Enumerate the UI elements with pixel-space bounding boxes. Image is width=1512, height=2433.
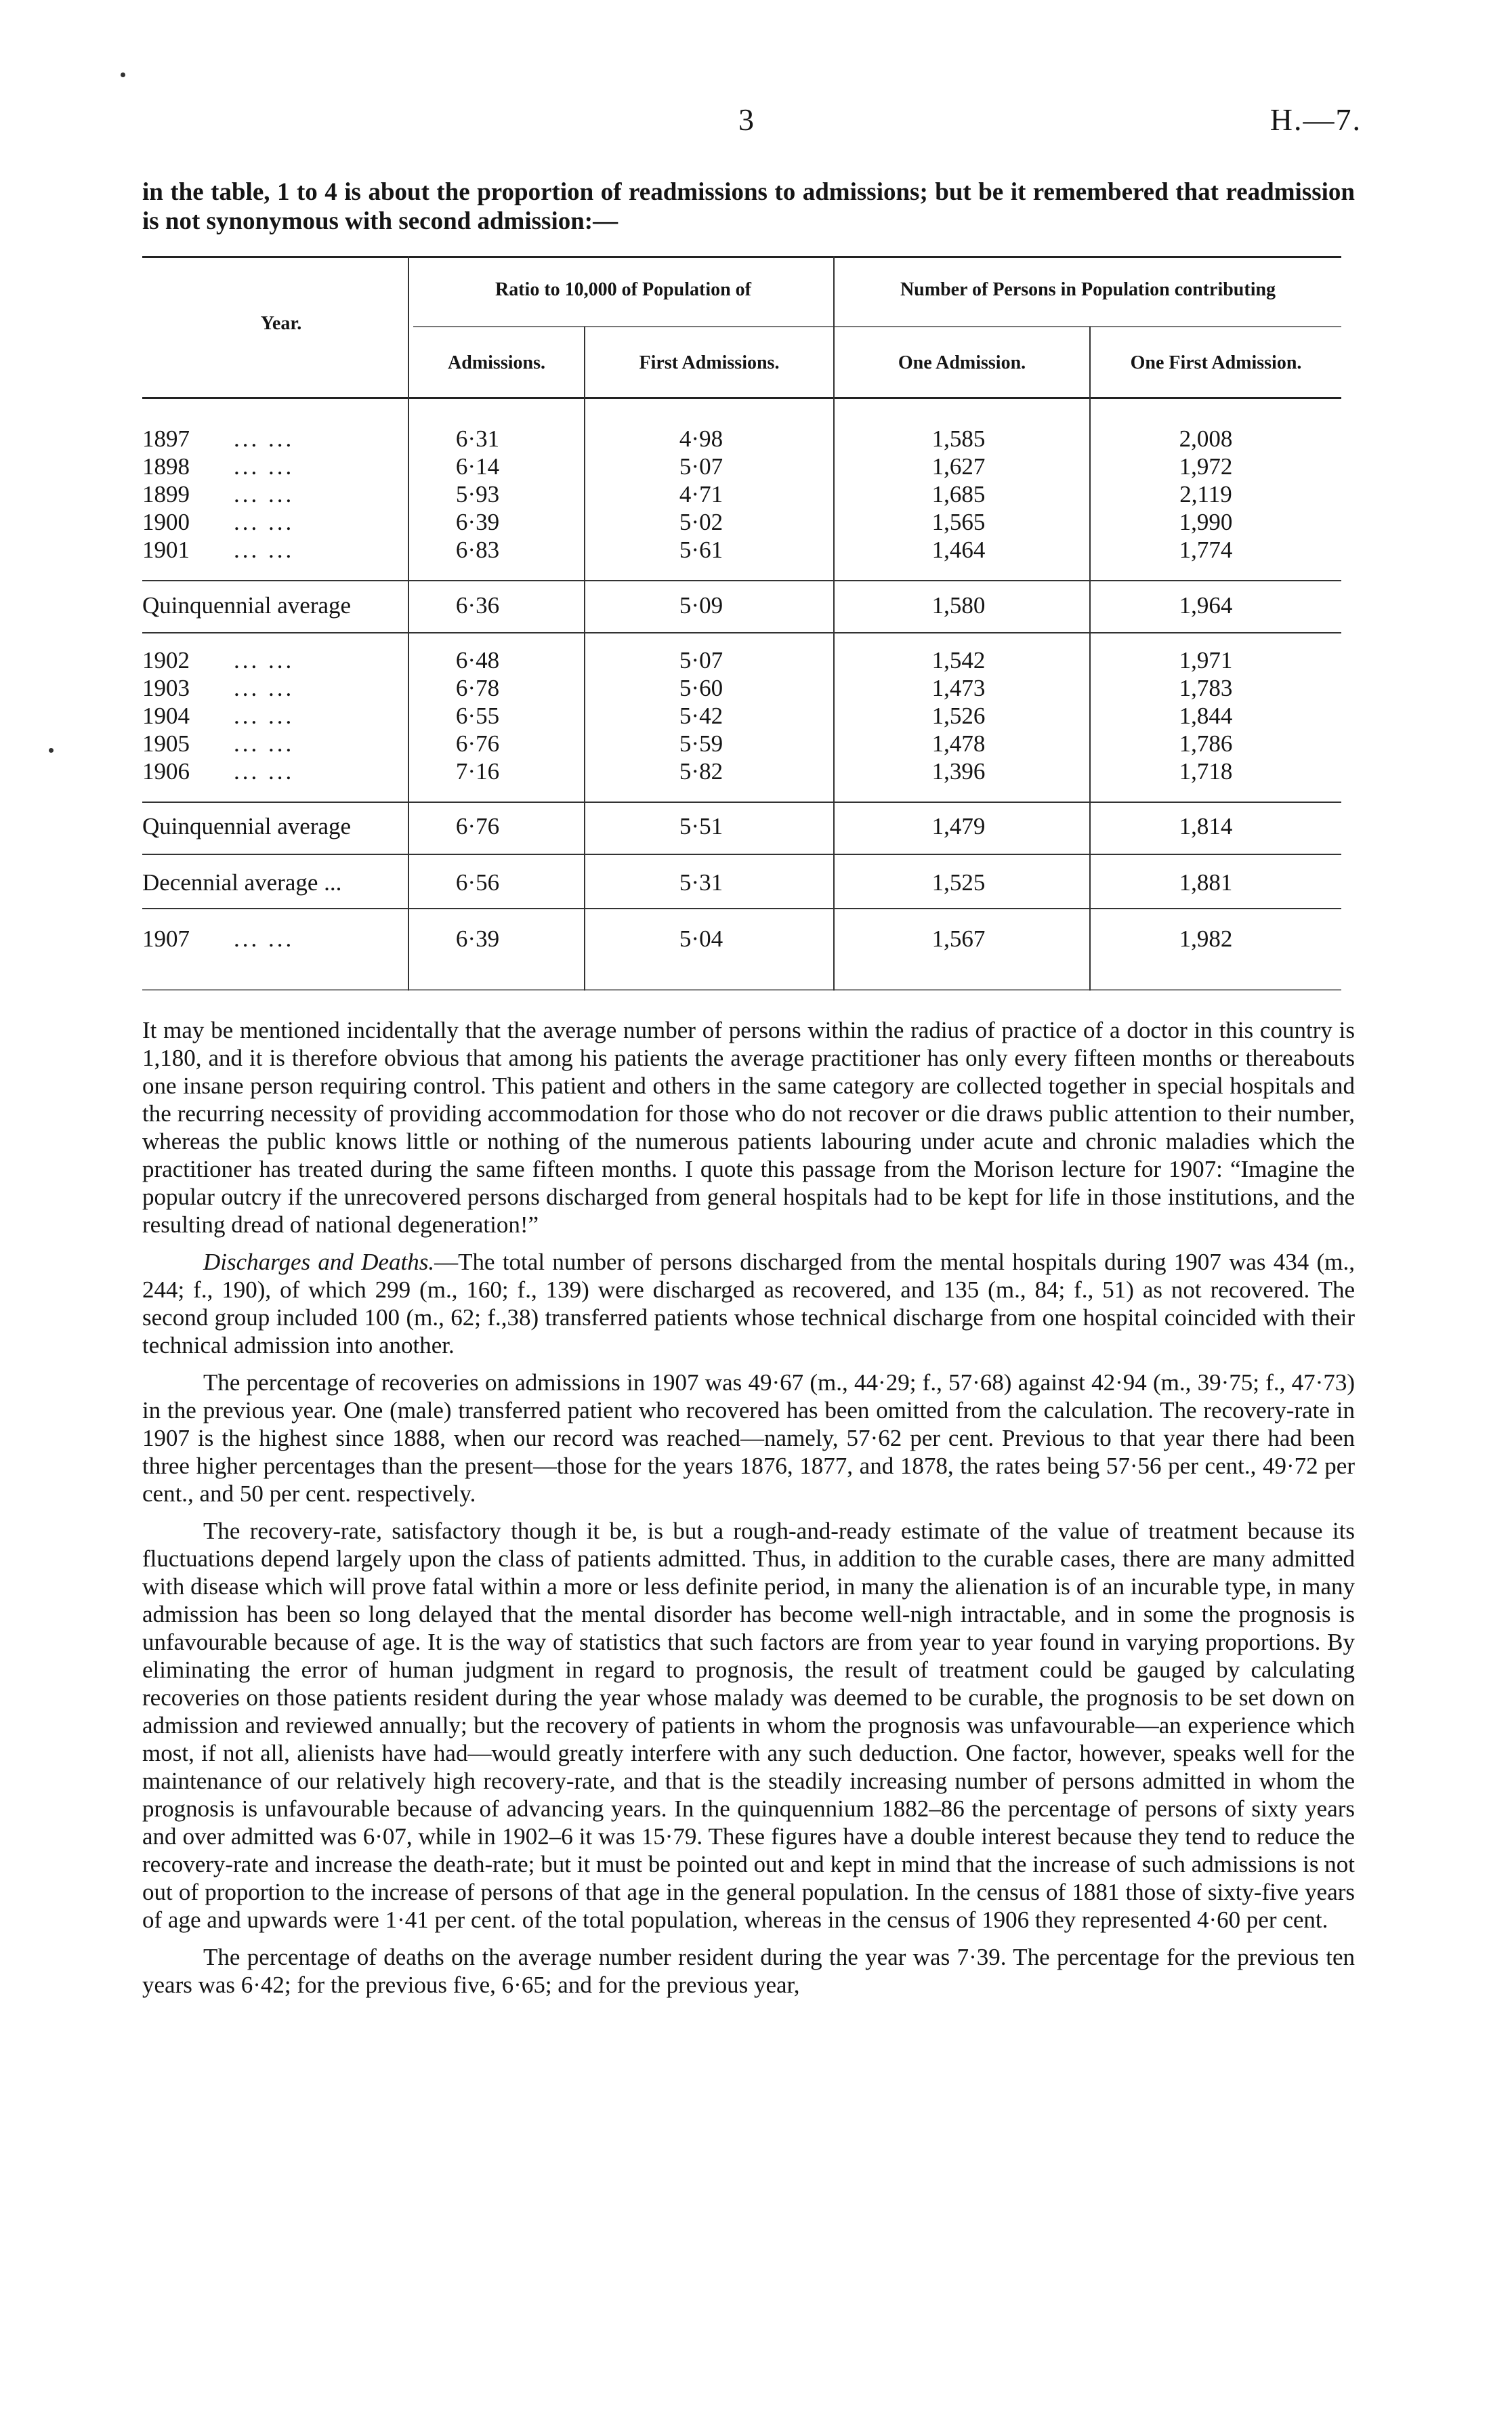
cell-year: 1905 [142,730,190,757]
cell-year: 1898 [142,453,190,480]
cell-one-admission: 1,525 [931,869,986,896]
leader-dots: ... ... [234,453,295,480]
table-row [142,453,1341,480]
table-row [142,758,1341,785]
intro-text: in the table, 1 to 4 is about the proportion of readmissions to admissions; but be it remembered that readmission is not synonymous with second admission:— [142,178,1355,235]
cell-one-admission: 1,542 [931,647,986,673]
cell-one-admission: 1,565 [931,509,986,535]
leader-dots: ... ... [234,730,295,757]
cell-admissions: 6·76 [455,730,500,757]
cell-one-admission: 1,473 [931,675,986,701]
cell-admissions: 6·56 [455,869,500,896]
table-row [142,481,1341,508]
section-lead: Discharges and Deaths. [203,1249,435,1275]
table-row-quinquennial [142,592,1341,619]
cell-year: 1900 [142,509,190,535]
leader-dots: ... ... [234,758,295,785]
cell-admissions: 6·14 [455,453,500,480]
leader-dots: ... ... [234,481,295,507]
cell-admissions: 5·93 [455,481,500,507]
cell-admissions: 6·83 [455,537,500,563]
cell-admissions: 7·16 [455,758,500,785]
table-row [142,425,1341,453]
row-separator [142,854,1341,855]
paragraph [142,1943,1355,1999]
cell-year: 1897 [142,425,190,452]
cell-one-admission: 1,685 [931,481,986,507]
row-separator [142,632,1341,633]
cell-one-first-admission: 1,971 [1179,647,1233,673]
paragraph-discharges [142,1248,1355,1359]
table-subheader-rule [413,326,1341,327]
statistics-table [142,256,1341,995]
cell-one-first-admission: 1,990 [1179,509,1233,535]
paragraph-text: The percentage of recoveries on admissions in 1907 was 49·67 (m., 44·29; f., 57·68) against 42·94 (m., 39·75; f., 47·73) in the previous year. One (male) transferred patient who recovered has been omitted from the calculation. The recovery-rate in 1907 is the highest since 1888, when our record was reached—namely, 57·62 per cent. Previous to that year there had been three higher percentages than the present—those for the years 1876, 1877, and 1878, the rates being 57·56 per cent., 49·72 per cent., and 50 per cent. respectively. [142,1369,1355,1507]
cell-year: 1907 [142,926,190,952]
cell-year: 1899 [142,481,190,507]
cell-one-admission: 1,479 [931,813,986,839]
paragraph [142,1517,1355,1934]
cell-one-first-admission: 1,844 [1179,703,1233,729]
cell-admissions: 6·48 [455,647,500,673]
page-header [142,102,1362,149]
leader-dots: ... ... [234,703,295,729]
cell-one-first-admission: 1,783 [1179,675,1233,701]
header-one-admission: One Admission. [898,352,1026,373]
cell-first-admissions: 5·07 [679,647,723,673]
cell-first-admissions: 5·31 [679,869,723,896]
cell-year: 1901 [142,537,190,563]
table-top-rule [142,256,1341,258]
table-row [142,537,1341,564]
page-number: 3 [738,102,754,137]
cell-one-first-admission: 1,814 [1179,813,1233,839]
page-speck [49,748,54,753]
cell-first-admissions: 5·82 [679,758,723,785]
table-row [142,703,1341,730]
cell-one-admission: 1,627 [931,453,986,480]
cell-first-admissions: 5·02 [679,509,723,535]
cell-one-first-admission: 1,774 [1179,537,1233,563]
cell-one-admission: 1,464 [931,537,986,563]
cell-admissions: 6·55 [455,703,500,729]
document-code: H.—7. [1269,102,1362,137]
header-persons-group: Number of Persons in Population contributing [900,279,1276,300]
cell-one-admission: 1,478 [931,730,986,757]
row-separator [142,580,1341,581]
cell-label: Decennial average ... [142,869,342,896]
paragraph-text: It may be mentioned incidentally that the average number of persons within the radius of practice of a doctor in this country is 1,180, and it is therefore obvious that among his patients the average practitioner has only every fifteen months or thereabouts one insane person requiring control. This patient and others in the same category are collected together in special hospitals and the recurring necessity of providing accommodation for those who do not recover or die draws public attention to their number, whereas the public knows little or nothing of the numerous patients labouring under acute and chronic maladies which the practitioner has treated during the same fifteen months. I quote this passage from the Morison lecture for 1907: “Imagine the popular outcry if the unrecovered persons discharged from general hospitals had to be kept for life in those institutions, and the resulting dread of national degeneration!” [142,1017,1355,1238]
leader-dots: ... ... [234,926,295,952]
cell-admissions: 6·39 [455,926,500,952]
cell-one-first-admission: 1,718 [1179,758,1233,785]
table-row [142,730,1341,757]
cell-first-admissions: 5·61 [679,537,723,563]
leader-dots: ... ... [234,647,295,673]
cell-year: 1902 [142,647,190,673]
paragraph-text: The percentage of deaths on the average number resident during the year was 7·39. The percentage for the previous ten years was 6·42; for the previous five, 6·65; and for the previous year, [142,1944,1355,1998]
cell-first-admissions: 5·09 [679,592,723,619]
cell-admissions: 6·36 [455,592,500,619]
table-row-1907 [142,926,1341,953]
cell-admissions: 6·31 [455,425,500,452]
leader-dots: ... ... [234,675,295,701]
cell-one-first-admission: 1,881 [1179,869,1233,896]
cell-one-admission: 1,567 [931,926,986,952]
intro-paragraph [142,178,1355,236]
header-ratio-group: Ratio to 10,000 of Population of [495,279,751,300]
table-row-decennial [142,869,1341,896]
cell-first-admissions: 5·42 [679,703,723,729]
cell-one-admission: 1,585 [931,425,986,452]
paragraph [142,1369,1355,1507]
cell-first-admissions: 5·04 [679,926,723,952]
cell-first-admissions: 5·07 [679,453,723,480]
leader-dots: ... ... [234,509,295,535]
table-row [142,675,1341,702]
cell-first-admissions: 5·60 [679,675,723,701]
cell-one-first-admission: 1,982 [1179,926,1233,952]
table-header-rule [142,397,1341,399]
cell-year: 1906 [142,758,190,785]
cell-first-admissions: 5·51 [679,813,723,839]
row-separator [142,908,1341,909]
header-one-first-admission: One First Admission. [1130,352,1302,373]
cell-one-admission: 1,526 [931,703,986,729]
cell-label: Quinquennial average [142,592,352,619]
cell-first-admissions: 4·71 [679,481,723,507]
paragraph-text: The recovery-rate, satisfactory though it be, is but a rough-and-ready estimate of the value of treatment because its fluctuations depend largely upon the class of patients admitted. Thus, in addition to the curable cases, there are many admitted with disease which will prove fatal within a more or less definite period, in many the alienation is of an incurable type, in many admission has been so long delayed that the mental disorder has become well-nigh intractable, and in some the prognosis is unfavourable because of age. It is the way of statistics that such factors are from year to year found in varying proportions. By eliminating the error of human judgment in regard to prognosis, the result of treatment could be gauged by calculating recoveries on those patients resident during the year whose malady was deemed to be curable, the prognosis to be set down on admission and reviewed annually; but the recovery of patients in whom the prognosis was unfavourable—an experience which most, if not all, alienists have had—would greatly interfere with any such deduction. One factor, however, speaks well for the maintenance of our relatively high recovery-rate, and that is the steadily increasing number of persons admitted in whom the prognosis is unfavourable because of advancing years. In the quinquennium 1882–86 the percentage of persons of sixty years and over admitted was 6·07, while in 1902–6 it was 15·79. These figures have a double interest because they tend to reduce the recovery-rate and increase the death-rate; but it must be pointed out and kept in mind that the increase of such admissions is not out of proportion to the increase of persons of that age in the general population. In the census of 1881 those of sixty-five years of age and upwards were 1·41 per cent. of the total population, whereas in the census of 1906 they represented 4·60 per cent. [142,1518,1355,1933]
cell-one-admission: 1,580 [931,592,986,619]
cell-admissions: 6·78 [455,675,500,701]
cell-first-admissions: 4·98 [679,425,723,452]
table-row [142,509,1341,536]
leader-dots: ... ... [234,537,295,563]
paragraph-text: —The total number of persons discharged from the mental hospitals during 1907 was 434 (m., 244; f., 190), of which 299 (m., 160; f., 139) were discharged as recovered, and 135 (m., 84; f., 51) as not recovered. The second group included 100 (m., 62; f.,38) transferred patients whose technical discharge from one hospital coincided with their technical admission into another. [142,1249,1355,1358]
header-admissions: Admissions. [448,352,545,373]
cell-one-first-admission: 1,964 [1179,592,1233,619]
cell-year: 1904 [142,703,190,729]
cell-label: Quinquennial average [142,813,352,839]
cell-admissions: 6·39 [455,509,500,535]
header-year: Year. [260,313,302,334]
cell-one-admission: 1,396 [931,758,986,785]
cell-one-first-admission: 1,786 [1179,730,1233,757]
cell-one-first-admission: 2,008 [1179,425,1233,452]
row-separator [142,802,1341,803]
cell-year: 1903 [142,675,190,701]
page-speck [121,72,125,77]
cell-one-first-admission: 1,972 [1179,453,1233,480]
table-bottom-rule [142,989,1341,991]
cell-one-first-admission: 2,119 [1179,481,1232,507]
header-first-admissions: First Admissions. [639,352,780,373]
paragraph [142,1016,1355,1239]
leader-dots: ... ... [234,425,295,452]
table-row [142,647,1341,674]
body-text [142,1016,1355,1999]
table-row-quinquennial [142,813,1341,840]
cell-first-admissions: 5·59 [679,730,723,757]
cell-admissions: 6·76 [455,813,500,839]
